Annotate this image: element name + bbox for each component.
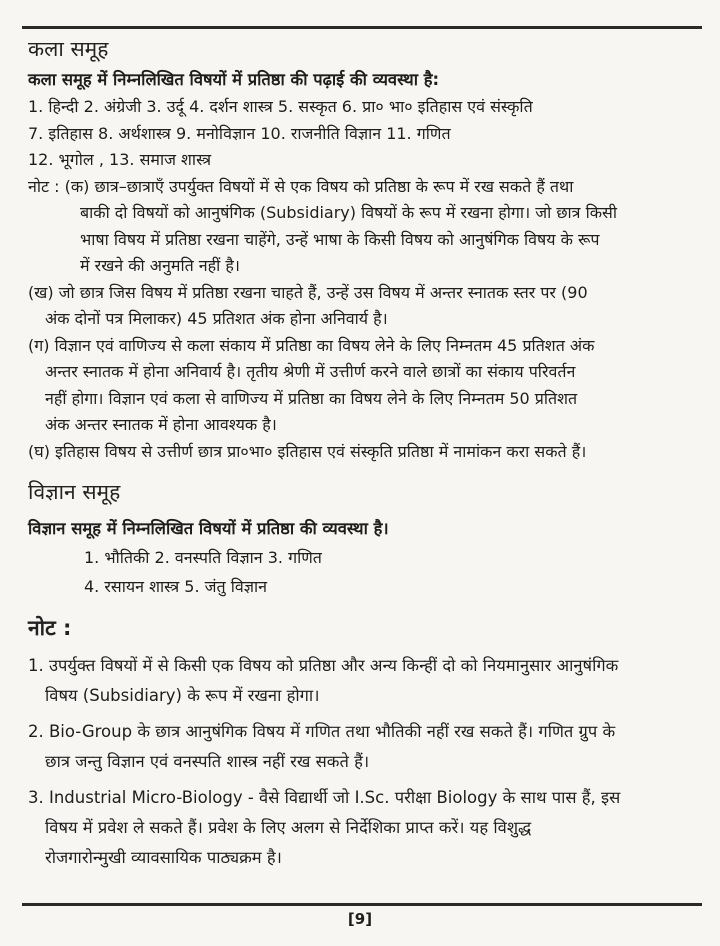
top-rule [22, 26, 702, 29]
note-line: छात्र जन्तु विज्ञान एवं वनस्पति शास्त्र नहीं रख सकते हैं। [45, 752, 370, 771]
note-line: रोजगारोन्मुखी व्यावसायिक पाठ्यक्रम है। [45, 848, 282, 867]
arts-group-intro: कला समूह में निम्नलिखित विषयों में प्रतिष्ठा की पढ़ाई की व्यवस्था है: [28, 70, 440, 89]
page-content [28, 32, 700, 873]
bottom-rule [22, 903, 702, 906]
note-line: 1. उपर्युक्त विषयों में से किसी एक विषय को प्रतिष्ठा और अन्य किन्हीं दो को नियमानुसार आनुषंगिक [28, 656, 619, 675]
note-line: विषय (Subsidiary) के रूप में रखना होगा। [45, 686, 320, 705]
arts-note-kha [28, 280, 700, 333]
page-number: [9] [347, 910, 373, 928]
note-line: अंक अन्तर स्नातक में होना आवश्यक है। [45, 415, 277, 434]
arts-note-ka [28, 174, 700, 280]
note-line: (घ) इतिहास विषय से उत्तीर्ण छात्र प्रा०भा० इतिहास एवं संस्कृति प्रतिष्ठा में नामांकन करा सकते हैं। [28, 441, 587, 461]
science-group-heading: विज्ञान समूह [28, 480, 121, 504]
note-line: में रखने की अनुमति नहीं है। [80, 256, 240, 275]
notes-heading: नोट : [28, 616, 72, 640]
note-line: विषय में प्रवेश ले सकते हैं। प्रवेश के लिए अलग से निर्देशिका प्राप्त करें। यह विशुद्ध [45, 818, 532, 837]
science-subject-line: 1. भौतिकी 2. वनस्पति विज्ञान 3. गणित [84, 548, 322, 567]
note-line: 2. Bio-Group के छात्र आनुषंगिक विषय में गणित तथा भौतिकी नहीं रख सकते हैं। गणित ग्रुप के [28, 722, 616, 741]
note-line: भाषा विषय में प्रतिष्ठा रखना चाहेंगे, उन्हें भाषा के किसी विषय को आनुषंगिक विषय के रूप [80, 229, 600, 249]
arts-group-heading: कला समूह [28, 37, 109, 61]
note-item-1 [28, 651, 700, 711]
note-line: (ग) विज्ञान एवं वाणिज्य से कला संकाय में प्रतिष्ठा का विषय लेने के लिए निम्नतम 45 प्रतिशत अंक [28, 335, 595, 355]
arts-note-gha [28, 439, 700, 466]
arts-subject-line: 7. इतिहास 8. अर्थशास्त्र 9. मनोविज्ञान 10. राजनीति विज्ञान 11. गणित [28, 123, 451, 143]
note-item-3 [28, 783, 700, 873]
arts-note-ga [28, 333, 700, 439]
note-line: 3. Industrial Micro-Biology - वैसे विद्यार्थी जो I.Sc. परीक्षा Biology के साथ पास हैं, इस [28, 788, 621, 807]
science-subject-line: 4. रसायन शास्त्र 5. जंतु विज्ञान [84, 577, 268, 596]
note-line: अन्तर स्नातक में होना अनिवार्य है। तृतीय श्रेणी में उत्तीर्ण करने वाले छात्रों का संकाय परिवर्तन [45, 362, 576, 381]
note-line: बाकी दो विषयों को आनुषंगिक (Subsidiary) विषयों के रूप में रखना होगा। जो छात्र किसी [80, 203, 617, 222]
note-item-2 [28, 717, 700, 777]
note-line: अंक दोनों पत्र मिलाकर) 45 प्रतिशत अंक होना अनिवार्य है। [45, 309, 388, 328]
note-line: (ख) जो छात्र जिस विषय में प्रतिष्ठा रखना चाहते हैं, उन्हें उस विषय में अन्तर स्नातक स्तर पर (90 [28, 282, 588, 302]
science-group-intro: विज्ञान समूह में निम्नलिखित विषयों में प्रतिष्ठा की व्यवस्था है। [28, 519, 389, 538]
note-line: नहीं होगा। विज्ञान एवं कला से वाणिज्य में प्रतिष्ठा का विषय लेने के लिए निम्नतम 50 प्रतिशत [45, 388, 578, 408]
arts-subject-line: 12. भूगोल , 13. समाज शास्त्र [28, 150, 212, 169]
note-line: नोट : (क) छात्र–छात्राएँ उपर्युक्त विषयों में से एक विषय को प्रतिष्ठा के रूप में रख सकते हैं तथा [28, 176, 574, 196]
arts-subject-line: 1. हिन्दी 2. अंग्रेजी 3. उर्दू 4. दर्शन शास्त्र 5. सस्कृत 6. प्रा० भा० इतिहास एवं संस्कृति [28, 97, 533, 116]
